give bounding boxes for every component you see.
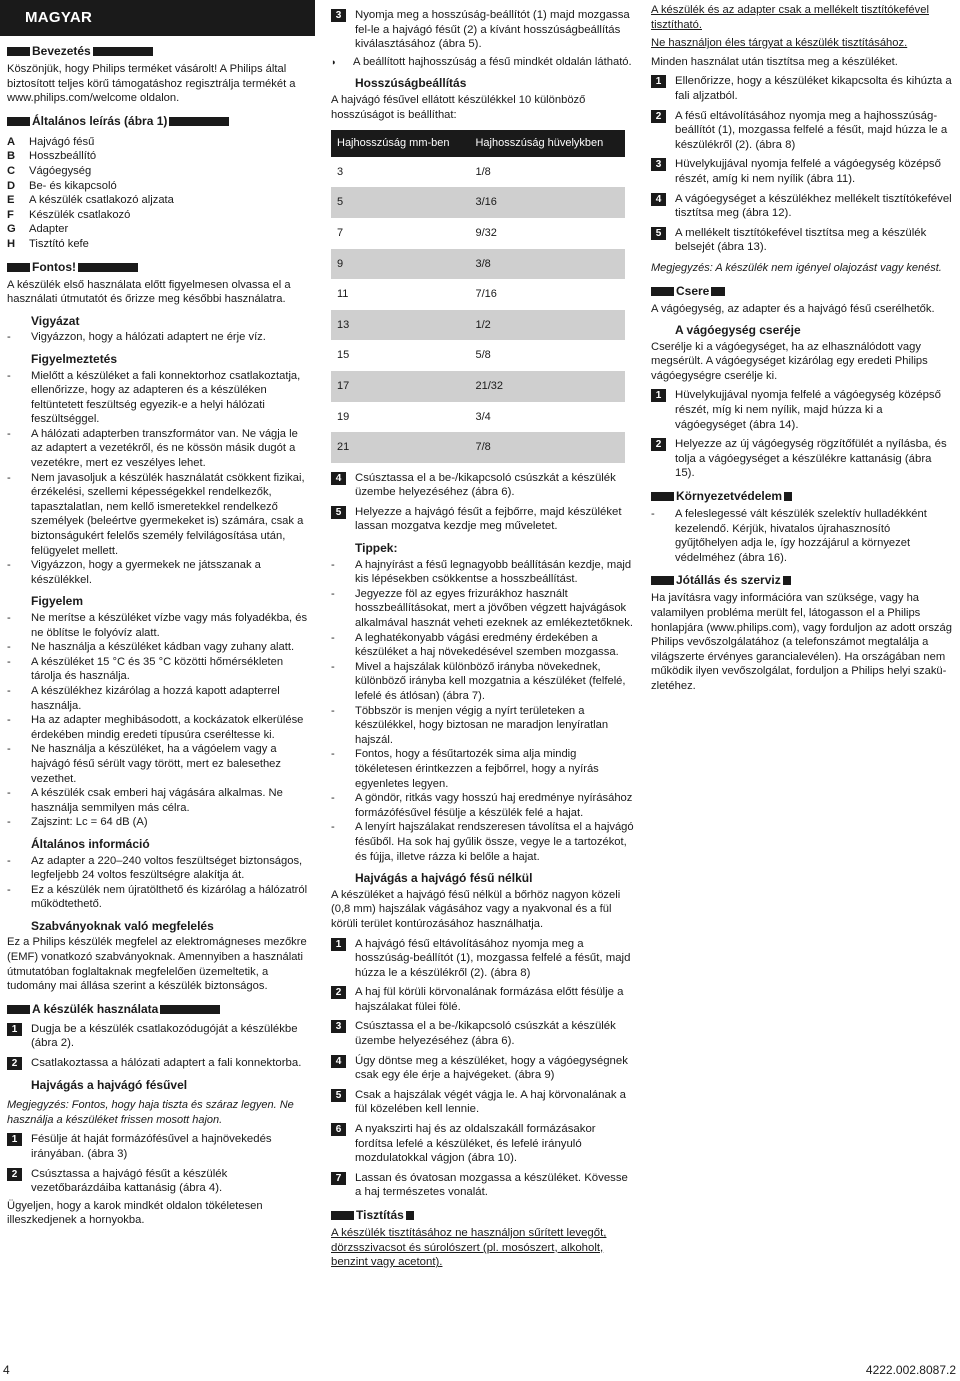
- legend-key: A: [7, 135, 16, 148]
- list-item: - Ne merítse a készüléket vízbe vagy más folyadékba, és ne öblítse le folyóvíz alatt.: [7, 612, 308, 639]
- table-cell: 15: [337, 349, 350, 362]
- step-text: Csúsztassa el a be-/kikapcsoló csúszkát a készülék üzembe helyezéséhez (ábra 6).: [355, 1020, 616, 1048]
- step-number: 1: [651, 389, 666, 402]
- step-number: 1: [331, 938, 346, 951]
- table-cell: 9/32: [475, 226, 497, 239]
- table-cell: 21: [331, 432, 469, 463]
- comb-title: Hajvágás a hajvágó fésűvel: [31, 1077, 188, 1092]
- nocomb-text: A készüléket a hajvágó fésű nélkül a bőrhöz nagyon közeli (0,8 mm) hajszálak vágásához vagy a nyakvonal és a fül körüli terület kontúrozásához használhatja.: [331, 888, 621, 930]
- table-row: [331, 249, 625, 280]
- step-text: Úgy döntse meg a készüléket, hogy a vágóegységnek csak egy éle érje a hajvégeket. (ábra 9): [355, 1054, 628, 1082]
- numbered-step: [7, 1056, 309, 1071]
- section-header-replace: Csere: [651, 284, 954, 299]
- step-number: 1: [7, 1133, 22, 1146]
- cutter-title: A vágóegység cseréje: [675, 323, 801, 338]
- step-text: Helyezze az új vágóegység rögzítőfülét a nyílásba, és tolja a vágóegységet a készülékre kattanásig (ábra 15).: [675, 438, 947, 480]
- step-text: A fésű eltávolításához nyomja meg a hajhosszúság-beállítót (1), mozgassa felfelé a fésűt, majd húzza le a készülékről (2). (ábra 8): [675, 109, 948, 151]
- table-header-inch: Hajhosszúság hüvelykben: [469, 130, 625, 157]
- legend-row: [7, 193, 309, 208]
- step-text: Hüvelykujjával nyomja felfelé a vágóegység középső részét, amíg ki nem nyílik (ábra 11).: [675, 158, 941, 185]
- table-cell: 3/4: [475, 410, 491, 423]
- table-cell: 5: [331, 187, 469, 218]
- table-cell: 5/8: [475, 349, 491, 362]
- legend-row: [7, 164, 309, 179]
- table-row: [331, 340, 625, 371]
- page-number: 4: [3, 1363, 10, 1378]
- table-cell: 19: [337, 410, 350, 423]
- numbered-step: [331, 8, 635, 52]
- nocomb-steps: [331, 937, 635, 1201]
- table-cell: 17: [331, 371, 469, 402]
- warning-title: Figyelmeztetés: [31, 351, 118, 366]
- legend-row: [7, 149, 309, 164]
- standards-title: Szabványoknak való megfelelés: [31, 918, 214, 933]
- section-header-warranty: Jótállás és szerviz: [651, 573, 954, 588]
- step-text: A vágóegységet a készülékhez mellékelt tisztítókefével tisztítsa meg (ábra 12).: [675, 192, 952, 220]
- step-number: 5: [331, 506, 346, 519]
- list-item: - A lenyírt hajszálakat rendszeresen távolítsa el a hajvágó fésűből. Ha sok haj gyűlik össze, vegye le a tartozékot, és fújja, illetve rázza ki belőle a hajat.: [331, 821, 634, 863]
- table-row: [331, 402, 625, 433]
- step-number: 7: [331, 1172, 346, 1185]
- list-item: - Vigyázzon, hogy a hálózati adaptert ne érje víz.: [7, 331, 266, 344]
- tips-title: Tippek:: [355, 541, 398, 556]
- step-number: 4: [331, 1055, 346, 1068]
- section-header-intro: Bevezetés: [7, 44, 309, 59]
- numbered-step: [651, 192, 954, 221]
- legend-label: Készülék csatlakozó: [29, 208, 131, 221]
- legend-label: Hosszbeállító: [29, 150, 97, 163]
- warning-list: [7, 369, 309, 588]
- table-header-mm: Hajhosszúság mm-ben: [331, 130, 469, 157]
- step-number: 5: [651, 227, 666, 240]
- numbered-step: [651, 226, 954, 255]
- list-item: - Ha az adapter meghibásodott, a kockázatok elkerülése érdekében mindig eredeti típusúra cseréltesse ki.: [7, 714, 304, 741]
- intro-text: Köszönjük, hogy Philips terméket vásárolt! A Philips által biztosított teljes körű támogatáshoz regisztrálja termékét a www.philips.com/welcome oldalon.: [7, 63, 296, 105]
- numbered-step: [651, 388, 954, 432]
- geninfo-list: [7, 854, 309, 912]
- list-item: - Az adapter a 220–240 voltos feszültséget biztonságos, legfeljebb 24 voltos feszültségre alakítja át.: [7, 854, 303, 882]
- list-item: - A leghatékonyabb vágási eredmény érdekében a készüléket a haj növekedésével szemben mozgassa.: [331, 631, 619, 659]
- section-header-important: Fontos!: [7, 260, 309, 275]
- length-table: [331, 130, 625, 463]
- list-item: - Fontos, hogy a fésűtartozék sima alja mindig tökéletesen érintkezzen a fejbőrrel, hogy a nyírás egyenletes legyen.: [331, 748, 599, 790]
- list-item: - A göndör, ritkás vagy hosszú haj eredménye nyírásához formázófésűvel fésülje a készülék felé a hajat.: [331, 792, 633, 819]
- step-text: Dugja be a készülék csatlakozódugóját a készülékbe (ábra 2).: [31, 1022, 298, 1050]
- use-steps: [7, 1022, 309, 1071]
- step-text: A nyakszirti haj és az oldalszakáll formázásakor fordítsa lefelé a készüléket, és lefelé irányuló mozdulatokkal vágjon (ábra 10).: [355, 1123, 596, 1165]
- numbered-step: [331, 1171, 635, 1200]
- step-number: 3: [651, 158, 666, 171]
- table-cell: 3/8: [469, 249, 625, 280]
- table-cell: 3: [337, 165, 344, 178]
- legend-label: Tisztító kefe: [29, 237, 89, 250]
- step-text: Ellenőrizze, hogy a készüléket kikapcsolta és kihúzta a fali aljzatból.: [675, 75, 952, 102]
- danger-list: [7, 330, 309, 345]
- legend-label: Adapter: [29, 223, 69, 236]
- table-cell: 13: [331, 310, 469, 341]
- step-text: A hajvágó fésű eltávolításához nyomja meg a hosszúság-beállítót (1), mozgassa felfelé a fésűt, majd húzza le a készülékről (2). (ábra 8): [355, 937, 631, 979]
- clean-intro-2: Ne használjon éles tárgyat a készülék tisztításához.: [651, 37, 908, 50]
- step-number: 3: [331, 9, 346, 22]
- clean-text: A készülék tisztításához ne használjon sűrített levegőt, dörzsszivacsot és súrolószert (pl. mosószert, alkoholt, benzint vagy acetont).: [331, 1227, 607, 1269]
- list-item: - A készüléket 15 °C és 35 °C közötti hőmérsékleten tárolja és használja.: [7, 655, 284, 683]
- step-number: 6: [331, 1123, 346, 1136]
- step-number: 3: [331, 1020, 346, 1033]
- legend-key: F: [7, 208, 14, 221]
- step-text: Helyezze a hajvágó fésűt a fejbőrre, majd készüléket lassan mozgatva kezdje meg műveletet.: [355, 505, 622, 533]
- cutter-steps: [651, 388, 954, 481]
- table-cell: 9: [331, 249, 469, 280]
- danger-title: Vigyázat: [31, 313, 80, 328]
- legend-row: [7, 237, 309, 252]
- nocomb-title: Hajvágás a hajvágó fésű nélkül: [355, 871, 533, 886]
- table-cell: 3/16: [469, 187, 625, 218]
- parts-legend: [7, 135, 309, 252]
- step-number: 1: [7, 1023, 22, 1036]
- step-number: 5: [331, 1089, 346, 1102]
- section-header-use: A készülék használata: [7, 1002, 309, 1017]
- legend-key: E: [7, 194, 15, 207]
- list-item: - Ne használja a készüléket, ha a vágóelem vagy a hajvágó fésű sérült vagy törött, mert ez balesethez vezethet.: [7, 743, 281, 785]
- list-item: - A hajnyírást a fésű legnagyobb beállításán kezdje, majd kis lépésekben csökkentse a hosszbeállítást.: [331, 558, 632, 586]
- warranty-text: Ha javításra vagy információra van szüksége, vagy ha valamilyen probléma merült fel, látogasson el a Philips honlapjára (www.philips.com), vagy forduljon az adott ország Philips vevőszolgálatához (a telefonszámot megtalálja a világszerte érvényes garancialevélen). Ha országában nem működik ilyen vevőszolgálat, forduljon a Philips helyi szaküzletéhez.: [651, 592, 952, 692]
- step-text: Csatlakoztassa a hálózati adaptert a fali konnektorba.: [31, 1057, 302, 1070]
- list-item: - Jegyezze föl az egyes frizurákhoz használt hosszbeállításokat, mert a jövőben végzett hajvágások alkalmával hasznát veheti ezeknek az emlékeztetőknek.: [331, 587, 633, 630]
- table-row: [331, 310, 625, 341]
- clean-steps: [651, 74, 954, 255]
- important-text: A készülék első használata előtt figyelmesen olvassa el a használati útmutatót és őrizze meg későbbi használatra.: [7, 278, 291, 306]
- table-row: [331, 157, 625, 188]
- legend-key: B: [7, 150, 16, 163]
- list-item: - Vigyázzon, hogy a gyermekek ne játsszanak a készülékkel.: [7, 559, 261, 586]
- legend-key: G: [7, 223, 16, 236]
- numbered-step: [7, 1167, 309, 1196]
- numbered-step: [651, 437, 954, 481]
- clean-intro-3: Minden használat után tisztítsa meg a készüléket.: [651, 55, 898, 68]
- legend-row: [7, 179, 309, 194]
- step-number: 2: [331, 986, 346, 999]
- step-text: Nyomja meg a hosszúság-beállítót (1) majd mozgassa fel-le a hajvágó fésűt (2) a kívánt hosszúságbeállítás kiválasztásához (ábra 5).: [355, 9, 630, 51]
- step-text: Lassan és óvatosan mozgassa a készüléket. Kövesse a haj természetes vonalát.: [355, 1171, 628, 1199]
- step-number: 2: [651, 110, 666, 123]
- list-item: - Mivel a hajszálak különböző irányba növekednek, különböző irányba kell mozgatnia a készüléket (felfelé, lefelé és átlósan) (ábra 7).: [331, 660, 626, 702]
- step-number: 4: [651, 193, 666, 206]
- step-number: 2: [651, 438, 666, 451]
- list-item: - Nem javasoljuk a készülék használatát csökkent fizikai, érzékelési, szellemi képességekkel rendelkezők, tapasztalatlan, nem kellő ismeretekkel rendelkező személyek (beleértve gyermekeket is) számára, csak a biztonságukért felelős személy felvilágosítása után, felügyelet mellett.: [7, 471, 305, 557]
- length-text: A hajvágó fésűvel ellátott készülékkel 10 különböző hosszúságot is beállíthat:: [331, 93, 586, 121]
- step-text: A haj fül körüli körvonalának formázása előtt fésülje a hajszálakat fülei fölé.: [355, 986, 624, 1013]
- numbered-step: [331, 1088, 635, 1117]
- clean-intro-1: A készülék és az adapter csak a mellékelt tisztítókefével tisztítható.: [651, 4, 929, 31]
- geninfo-title: Általános információ: [31, 836, 150, 851]
- list-item: - Zajszint: Lc = 64 dB (A): [7, 816, 148, 829]
- numbered-step: [331, 471, 635, 500]
- comb-after-text: Ügyeljen, hogy a karok mindkét oldalon tökéletesen illeszkedjenek a hornyokba.: [7, 1199, 263, 1227]
- legend-label: Be- és kikapcsoló: [29, 179, 117, 192]
- table-cell: 11: [337, 288, 349, 301]
- list-item: - Ez a készülék nem újratölthető és kizárólag a hálózatról működtethető.: [7, 883, 308, 911]
- env-list: [651, 507, 954, 565]
- numbered-step: [651, 74, 954, 103]
- table-row: [331, 218, 625, 249]
- table-cell: 7: [337, 226, 344, 239]
- list-item: - Ne használja a készüléket kádban vagy zuhany alatt.: [7, 641, 295, 654]
- numbered-step: [7, 1022, 309, 1051]
- legend-label: Vágóegység: [29, 164, 92, 177]
- step-number: 2: [7, 1057, 22, 1070]
- step-number: 4: [331, 472, 346, 485]
- numbered-step: [651, 157, 954, 186]
- column-2: [331, 3, 635, 1272]
- numbered-step: [331, 985, 635, 1014]
- caution-title: Figyelem: [31, 594, 84, 609]
- list-item: - Mielőtt a készüléket a fali konnektorhoz csatlakoztatja, ellenőrizze, hogy az adapteren és a készüléken feltüntetett feszültség egyezik-e a helyi hálózati feszültséggel.: [7, 369, 301, 426]
- step-text: Fésülje át haját formázófésűvel a hajnövekedés irányában. (ábra 3): [31, 1133, 272, 1160]
- table-cell: 21/32: [469, 371, 625, 402]
- section-header-clean: Tisztítás: [331, 1208, 635, 1223]
- list-item: - A hálózati adapterben transzformátor van. Ne vágja le az adaptert a vezetékről, és ne kössön másik dugót a vezetékre, mert ez veszélyes lehet.: [7, 427, 298, 470]
- numbered-step: [7, 1132, 309, 1161]
- section-header-env: Környezetvédelem: [651, 489, 954, 504]
- step-text: A mellékelt tisztítókefével tisztítsa meg a készülék belsejét (ábra 13).: [675, 226, 927, 254]
- legend-row: [7, 222, 309, 237]
- standards-text: Ez a Philips készülék megfelel az elektromágneses mezőkre (EMF) vonatkozó szabványoknak. Amennyiben a használati útmutatóban foglaltaknak megfelelően üzemeltetik, a tudomány mai állása szerint a készülék biztonságos.: [7, 936, 307, 993]
- caution-list: [7, 611, 309, 830]
- legend-key: H: [7, 237, 16, 250]
- list-item: - A feleslegessé vált készülék szelektív hulladékként kezelendő. Kérjük, hivatalos újrahasznosító gyűjtőhelyen adja le, így hozzájárul a környezet védelméhez (ábra 16).: [651, 508, 927, 564]
- legend-key: C: [7, 164, 16, 177]
- step-text: Csúsztassa el a be-/kikapcsoló csúszkát a készülék üzembe helyezéséhez (ábra 6).: [355, 471, 616, 499]
- column-3: [651, 3, 954, 696]
- language-header: MAGYAR: [0, 0, 315, 36]
- step-3-length: [331, 8, 635, 52]
- table-cell: 7/8: [469, 432, 625, 463]
- table-cell: 1/2: [469, 310, 625, 341]
- step-text: Hüvelykujjával nyomja felfelé a vágóegység középső részét, míg ki nem nyílik, majd húzza ki a vágóegységet (ábra 14).: [675, 389, 941, 431]
- table-cell: 7/16: [475, 288, 497, 301]
- legend-key: D: [7, 179, 16, 192]
- table-row: [331, 187, 625, 218]
- bullet-icon: ◗: [331, 56, 337, 67]
- legend-label: A készülék csatlakozó aljzata: [29, 194, 174, 207]
- numbered-step: [331, 505, 635, 534]
- numbered-step: [331, 1122, 635, 1166]
- legend-label: Hajvágó fésű: [29, 135, 95, 148]
- step-text: Csúsztassa a hajvágó fésűt a készülék vezetőbarázdáiba kattanásig (ábra 4).: [31, 1167, 228, 1195]
- numbered-step: [331, 1054, 635, 1083]
- length-title: Hosszúságbeállítás: [355, 76, 467, 91]
- cutter-text: Cserélje ki a vágóegységet, ha az elhasználódott vagy megsérült. A vágóegységet kizárólag egy eredeti Philips vágóegységre cserélje ki.: [651, 340, 928, 382]
- document-number: 4222.002.8087.2: [865, 1363, 956, 1378]
- step-number: 1: [651, 75, 666, 88]
- legend-row: [7, 208, 309, 223]
- numbered-step: [331, 1019, 635, 1048]
- list-item: - A készülék csak emberi haj vágására alkalmas. Ne használja semmilyen más célra.: [7, 787, 283, 814]
- replace-text: A vágóegység, az adapter és a hajvágó fésű cserélhetők.: [651, 302, 935, 315]
- section-header-general: Általános leírás (ábra 1): [7, 114, 309, 129]
- steps-after-table: [331, 471, 635, 534]
- list-item: - Többször is menjen végig a nyírt területeken a készülékkel, hogy biztosan ne maradjon lenyíratlan hajszál.: [331, 704, 609, 746]
- step-number: 2: [7, 1168, 22, 1181]
- cleaning-note: Megjegyzés: A készülék nem igényel olajozást vagy kenést.: [651, 261, 942, 274]
- numbered-step: [331, 937, 635, 981]
- step-text: Csak a hajszálak végét vágja le. A haj körvonalának a fül közelében kell lennie.: [355, 1088, 627, 1116]
- tips-list: [331, 558, 635, 864]
- bullet-note: ◗ A beállított hajhosszúság a fésű mindkét oldalán látható.: [331, 55, 632, 68]
- list-item: - A készülékhez kizárólag a hozzá kapott adapterrel használja.: [7, 684, 280, 712]
- comb-note: Megjegyzés: Fontos, hogy haja tiszta és száraz legyen. Ne használja a készüléket frissen mosott hajon.: [7, 1099, 294, 1126]
- table-cell: 1/8: [475, 165, 491, 178]
- numbered-step: [651, 109, 954, 153]
- table-row: [331, 279, 625, 310]
- legend-row: [7, 135, 309, 150]
- comb-steps: [7, 1132, 309, 1195]
- table-row: [331, 432, 625, 463]
- table-row: [331, 371, 625, 402]
- column-1: [7, 0, 309, 1230]
